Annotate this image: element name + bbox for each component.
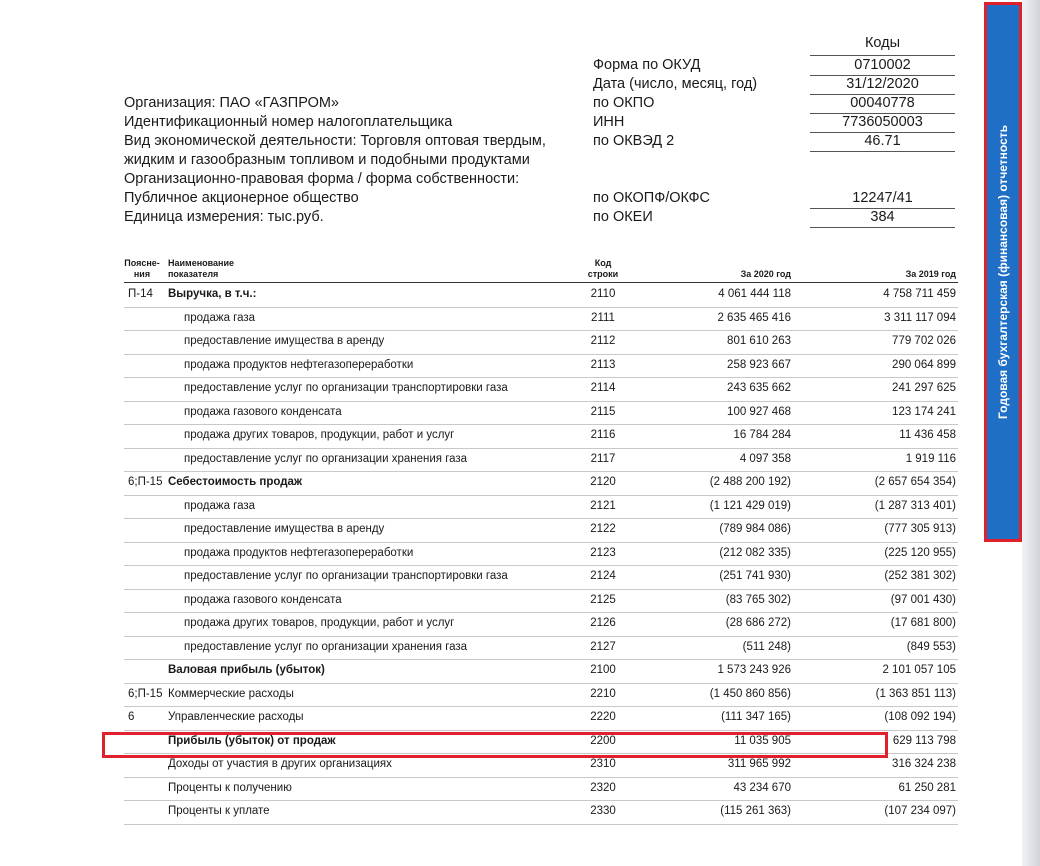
row-code: 2111 [591, 311, 615, 324]
table-row [124, 284, 958, 308]
okpo-label: по ОКПО [593, 95, 655, 111]
row-code: 2113 [590, 358, 616, 371]
row-value-2019: (225 120 955) [884, 546, 956, 559]
activity-line-2: жидким и газообразным топливом и подобными продуктами [124, 152, 530, 168]
row-code: 2125 [590, 593, 616, 606]
row-code: 2112 [590, 335, 616, 347]
table-row [124, 308, 958, 332]
row-code: 2120 [590, 476, 616, 488]
row-note: 6 [128, 711, 135, 723]
inn-code-label: ИНН [593, 114, 625, 130]
header-2019: За 2019 год [905, 269, 956, 279]
row-value-2020: 258 923 667 [727, 358, 791, 371]
table-row [124, 754, 958, 778]
unit-label: Единица измерения: тыс.руб. [124, 209, 324, 225]
row-name: Валовая прибыль (убыток) [168, 664, 325, 676]
side-tab-label: Годовая бухгалтерская (финансовая) отчетность [996, 124, 1010, 420]
okpo-code: 00040778 [810, 94, 955, 114]
section-side-tab[interactable] [984, 2, 1022, 542]
table-row [124, 684, 958, 708]
table-row [124, 778, 958, 802]
legal-form-value: Публичное акционерное общество [124, 190, 359, 206]
row-value-2020: 100 927 468 [727, 405, 791, 418]
header-name: Наименование показателя [168, 258, 235, 279]
row-value-2019: 779 702 026 [892, 335, 956, 347]
okopf-code: 12247/41 [810, 189, 955, 209]
row-code: 2100 [590, 664, 616, 676]
row-code: 2121 [590, 499, 616, 512]
row-value-2020: 4 097 358 [739, 452, 791, 465]
table-header [124, 256, 958, 283]
codes-title: Коды [864, 35, 901, 51]
row-value-2020: 243 635 662 [727, 382, 791, 394]
table-row [124, 590, 958, 614]
row-value-2020: (212 082 335) [719, 546, 791, 559]
row-value-2020: (111 347 165) [721, 711, 791, 723]
row-name: предоставление услуг по организации хранения газа [184, 452, 468, 465]
inn-code: 7736050003 [810, 113, 955, 133]
row-code: 2122 [590, 523, 616, 535]
row-value-2020: (511 248) [742, 640, 791, 653]
row-name: предоставление услуг по организации транспортировки газа [184, 570, 508, 582]
row-value-2020: 1 573 243 926 [717, 664, 791, 676]
row-name: продажа других товаров, продукции, работ и услуг [184, 617, 455, 629]
row-value-2020: (2 488 200 192) [709, 476, 791, 488]
row-value-2020: 43 234 670 [733, 781, 791, 794]
row-name: продажа газа [184, 311, 256, 324]
row-name: предоставление имущества в аренду [184, 523, 385, 535]
row-value-2019: 3 311 117 094 [884, 311, 956, 324]
row-name: продажа газового конденсата [184, 593, 342, 606]
row-code: 2200 [590, 734, 616, 747]
row-value-2019: 61 250 281 [898, 781, 956, 794]
row-name: продажа газа [184, 499, 256, 512]
table-row [124, 566, 958, 590]
row-code: 2115 [590, 405, 616, 418]
row-value-2019: (97 001 430) [890, 593, 956, 606]
table-row [124, 355, 958, 379]
row-code: 2330 [590, 805, 616, 817]
table-row [124, 449, 958, 473]
table-row [124, 707, 958, 731]
row-code: 2320 [590, 781, 616, 794]
row-name: Доходы от участия в других организациях [168, 758, 392, 770]
row-name: предоставление услуг по организации хранения газа [184, 640, 468, 653]
row-value-2019: (1 287 313 401) [874, 499, 956, 512]
row-code: 2127 [590, 640, 616, 653]
table-row [124, 496, 958, 520]
row-value-2020: 4 061 444 118 [718, 288, 791, 300]
row-code: 2210 [590, 687, 616, 700]
inn-label: Идентификационный номер налогоплательщика [124, 114, 453, 130]
table-row [124, 543, 958, 567]
row-name: предоставление имущества в аренду [184, 335, 385, 347]
table-row [124, 402, 958, 426]
row-code: 2116 [590, 429, 616, 441]
row-value-2019: (108 092 194) [884, 711, 956, 723]
header-code: Код строки [587, 258, 619, 279]
row-value-2020: 16 784 284 [733, 429, 791, 441]
row-value-2019: (849 553) [906, 640, 956, 653]
row-name: предоставление услуг по организации транспортировки газа [184, 382, 508, 394]
table-row [124, 425, 958, 449]
okved-code: 46.71 [810, 132, 955, 152]
table-row [124, 519, 958, 543]
row-code: 2310 [590, 758, 616, 770]
table-row [124, 731, 958, 755]
row-value-2020: 11 035 905 [734, 734, 791, 747]
row-value-2020: 2 635 465 416 [717, 311, 791, 324]
row-value-2020: 311 965 992 [727, 758, 791, 770]
legal-form-label: Организационно-правовая форма / форма собственности: [124, 171, 520, 187]
row-code: 2124 [590, 570, 616, 582]
row-code: 2220 [590, 711, 616, 723]
row-note: 6;П-15 [128, 687, 163, 700]
row-value-2019: 11 436 458 [899, 429, 956, 441]
row-name: Проценты к уплате [168, 805, 270, 817]
row-value-2019: 1 919 116 [905, 452, 956, 465]
row-value-2019: (17 681 800) [890, 617, 956, 629]
table-row [124, 801, 958, 825]
row-value-2019: (777 305 913) [884, 523, 956, 535]
row-value-2020: (115 261 363) [720, 805, 791, 817]
row-name: Проценты к получению [168, 781, 292, 794]
row-value-2019: (107 234 097) [884, 805, 956, 817]
row-name: Прибыль (убыток) от продаж [168, 734, 336, 747]
org-name: Организация: ПАО «ГАЗПРОМ» [124, 95, 340, 111]
table-row [124, 472, 958, 496]
row-name: продажа других товаров, продукции, работ и услуг [184, 429, 455, 441]
okved-label: по ОКВЭД 2 [593, 133, 675, 149]
row-value-2019: (2 657 654 354) [874, 476, 956, 488]
table-row [124, 378, 958, 402]
row-value-2020: (789 984 086) [719, 523, 791, 535]
row-name: Коммерческие расходы [168, 687, 294, 700]
row-name: продажа продуктов нефтегазопереработки [184, 358, 414, 371]
activity-line-1: Вид экономической деятельности: Торговля оптовая твердым, [124, 133, 546, 149]
okei-label: по ОКЕИ [593, 209, 653, 225]
row-value-2019: (252 381 302) [884, 570, 956, 582]
row-value-2019: 629 113 798 [892, 734, 956, 747]
table-row [124, 660, 958, 684]
row-value-2020: (28 686 272) [725, 617, 791, 629]
row-code: 2110 [590, 288, 616, 300]
table-row [124, 637, 958, 661]
okei-code: 384 [810, 208, 955, 228]
row-value-2020: (1 450 860 856) [709, 687, 791, 700]
row-note: П-14 [128, 288, 153, 300]
row-code: 2126 [590, 617, 616, 629]
row-value-2019: 123 174 241 [892, 405, 956, 418]
row-note: 6;П-15 [128, 476, 163, 488]
row-value-2019: 2 101 057 105 [882, 664, 956, 676]
date-code: 31/12/2020 [810, 75, 955, 95]
row-value-2020: (1 121 429 019) [709, 499, 791, 512]
date-label: Дата (число, месяц, год) [593, 76, 758, 92]
row-code: 2123 [590, 546, 616, 559]
row-value-2020: (83 765 302) [725, 593, 791, 606]
header-note: Поясне-ния [124, 258, 160, 279]
row-code: 2114 [590, 382, 616, 394]
row-value-2019: 241 297 625 [892, 382, 956, 394]
row-value-2019: 290 064 899 [892, 358, 956, 371]
row-name: продажа продуктов нефтегазопереработки [184, 546, 414, 559]
header-2020: За 2020 год [740, 269, 791, 279]
row-value-2020: (251 741 930) [719, 570, 791, 582]
row-name: продажа газового конденсата [184, 405, 342, 418]
row-name: Управленческие расходы [168, 711, 304, 723]
row-name: Себестоимость продаж [168, 476, 303, 488]
okud-code: 0710002 [810, 56, 955, 76]
row-value-2019: (1 363 851 113) [875, 687, 956, 700]
row-value-2020: 801 610 263 [727, 335, 791, 347]
row-code: 2117 [590, 452, 616, 465]
table-row [124, 613, 958, 637]
page-edge-shadow [1022, 0, 1040, 866]
okopf-label: по ОКОПФ/ОКФС [593, 190, 710, 206]
okud-label: Форма по ОКУД [593, 57, 701, 73]
row-value-2019: 316 324 238 [892, 758, 956, 770]
table-row [124, 331, 958, 355]
row-value-2019: 4 758 711 459 [883, 288, 956, 300]
row-name: Выручка, в т.ч.: [168, 288, 257, 300]
